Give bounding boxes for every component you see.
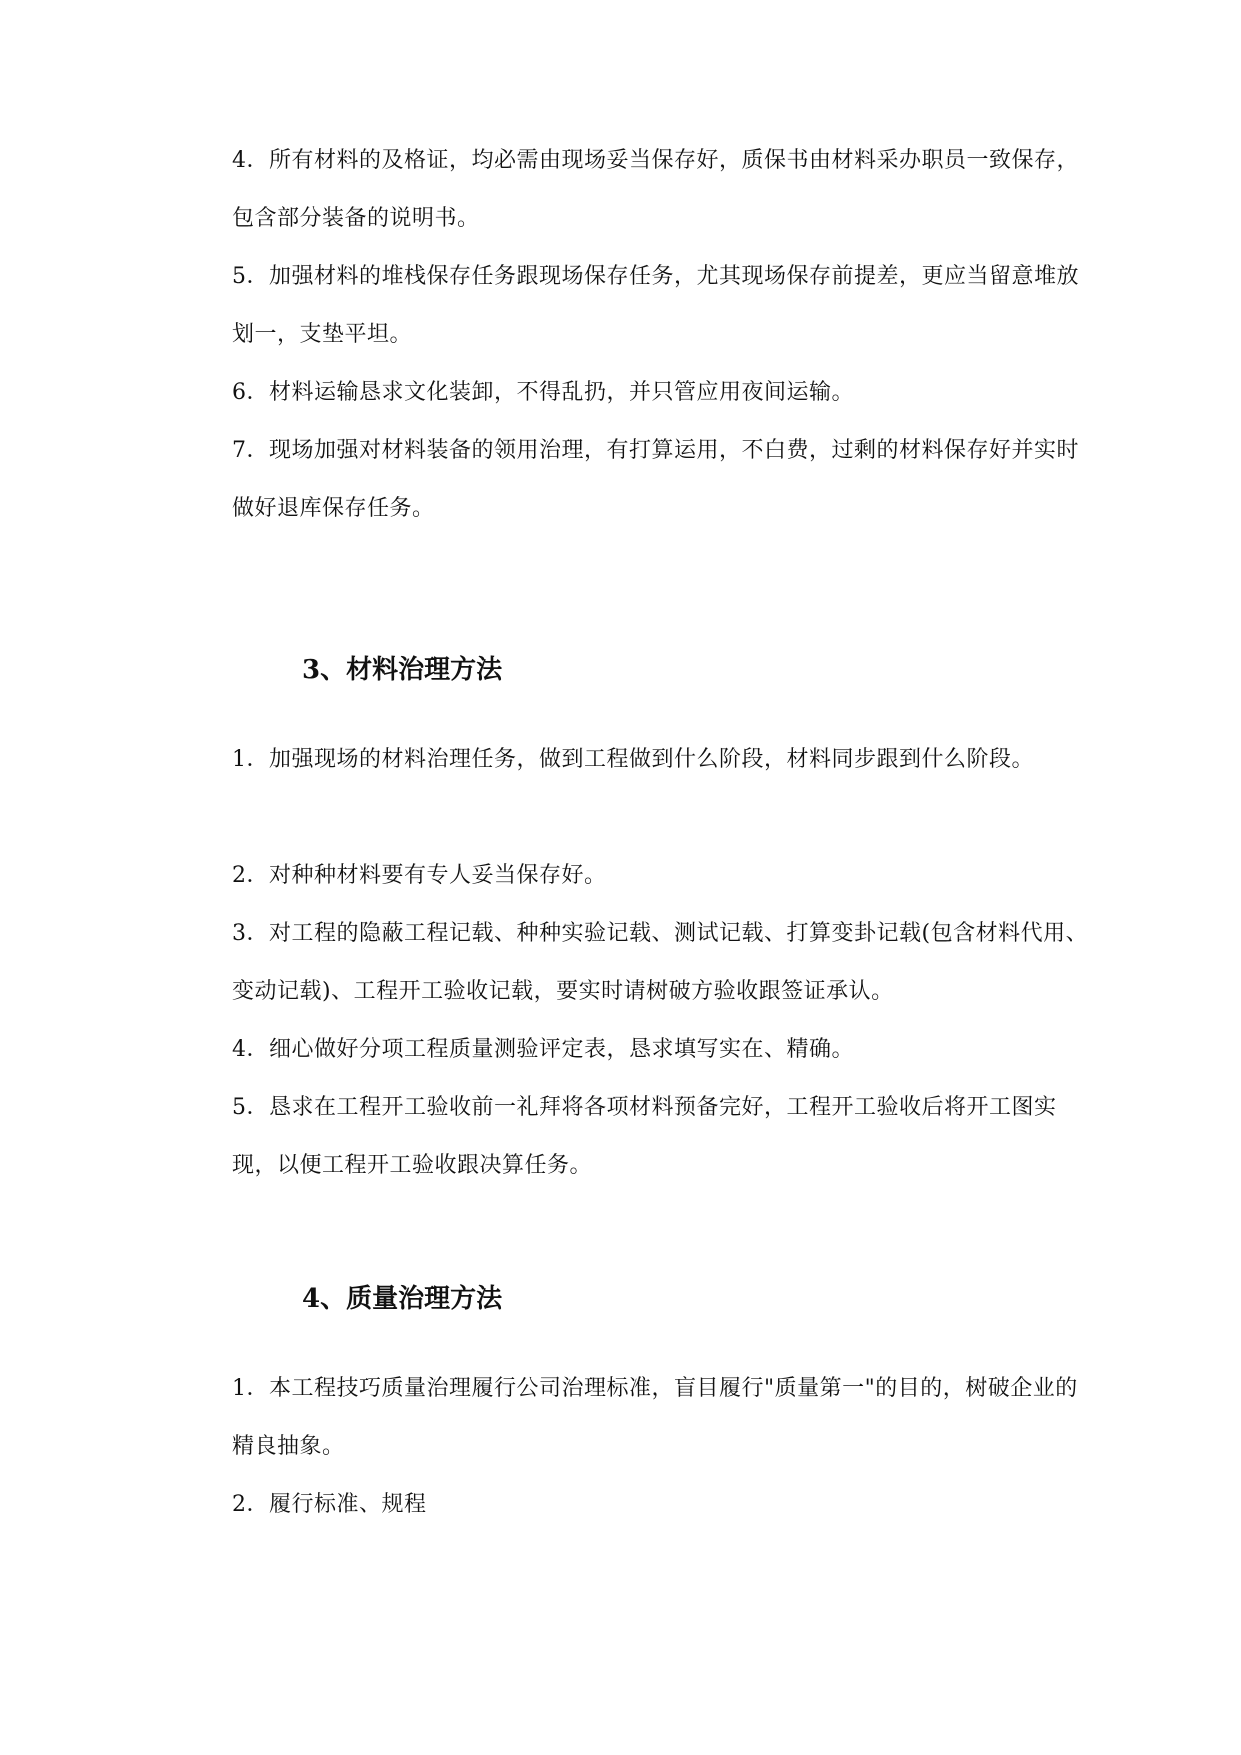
list-item: 2．对种种材料要有专人妥当保存好。: [232, 863, 607, 888]
list-item: 5．加强材料的堆栈保存任务跟现场保存任务，尤其现场保存前提差，更应当留意堆放划一，支垫平坦。: [232, 264, 1079, 347]
list-item: 6．材料运输恳求文化装卸，不得乱扔，并只管应用夜间运输。: [232, 380, 854, 405]
list-item: 1．加强现场的材料治理任务，做到工程做到什么阶段，材料同步跟到什么阶段。: [232, 747, 1034, 772]
section-heading: 4、质量治理方法: [302, 1284, 503, 1314]
list-item: 4．细心做好分项工程质量测验评定表，恳求填写实在、精确。: [232, 1037, 854, 1062]
list-item: 3．对工程的隐蔽工程记载、种种实验记载、测试记载、打算变卦记载(包含材料代用、变动记载)、工程开工验收记载，要实时请树破方验收跟签证承认。: [232, 921, 1089, 1004]
list-item: 4．所有材料的及格证，均必需由现场妥当保存好，质保书由材料采办职员一致保存，包含部分装备的说明书。: [232, 148, 1079, 231]
list-item: 7．现场加强对材料装备的领用治理，有打算运用，不白费，过剩的材料保存好并实时做好退库保存任务。: [232, 438, 1079, 521]
list-item: 2．履行标准、规程: [232, 1492, 427, 1517]
list-item: 1．本工程技巧质量治理履行公司治理标准，盲目履行"质量第一"的目的，树破企业的精良抽象。: [232, 1376, 1078, 1459]
section-heading: 3、材料治理方法: [302, 655, 503, 685]
list-item: 5．恳求在工程开工验收前一礼拜将各项材料预备完好，工程开工验收后将开工图实现，以便工程开工验收跟决算任务。: [232, 1095, 1057, 1178]
